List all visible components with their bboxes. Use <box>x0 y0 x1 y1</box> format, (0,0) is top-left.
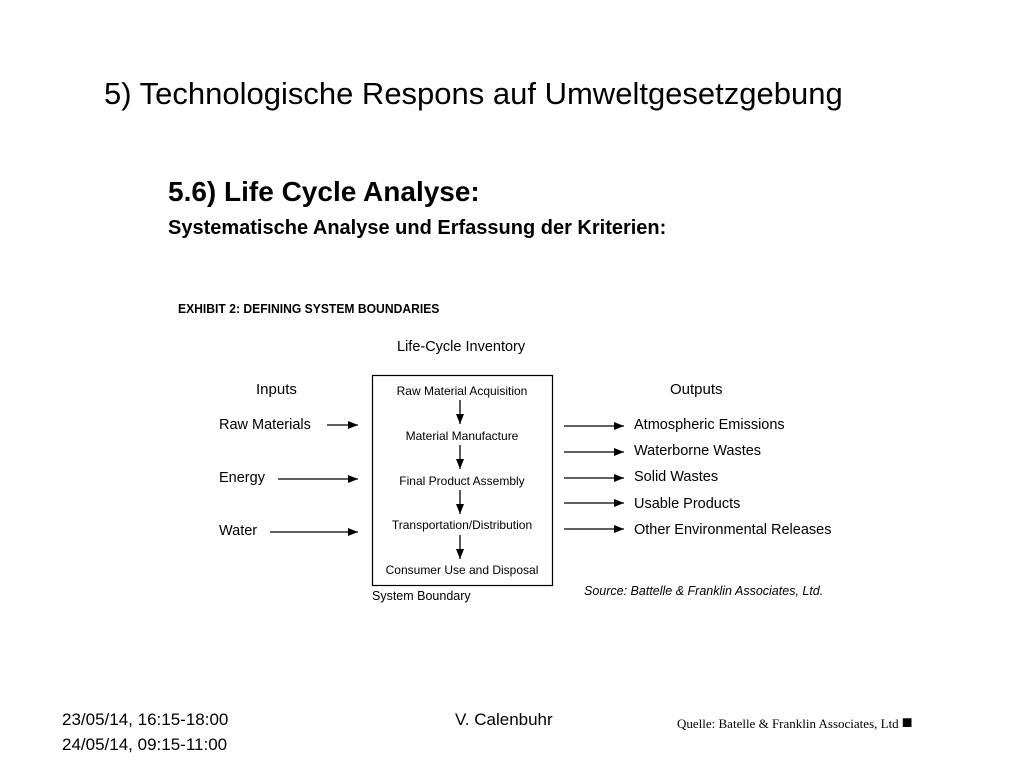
input-raw-materials: Raw Materials <box>219 417 311 433</box>
input-energy: Energy <box>219 470 265 486</box>
output-other-releases: Other Environmental Releases <box>634 522 832 538</box>
stage-transportation-distribution: Transportation/Distribution <box>391 518 533 532</box>
section-title: 5.6) Life Cycle Analyse: <box>168 176 480 207</box>
slide-title: 5) Technologische Respons auf Umweltgesetzgebung <box>104 76 843 111</box>
inventory-label: Life-Cycle Inventory <box>397 339 526 355</box>
stage-material-manufacture: Material Manufacture <box>405 429 519 443</box>
footer-date-1: 23/05/14, 16:15-18:00 <box>62 710 229 729</box>
outputs-heading: Outputs <box>670 381 723 398</box>
exhibit-caption: EXHIBIT 2: DEFINING SYSTEM BOUNDARIES <box>178 302 440 316</box>
boundary-label: System Boundary <box>372 589 471 603</box>
bullet-dot: ■ <box>901 712 913 732</box>
source-note: Source: Battelle & Franklin Associates, Ltd. <box>584 584 824 598</box>
output-waterborne-wastes: Waterborne Wastes <box>634 443 762 459</box>
stage-raw-material-acquisition: Raw Material Acquisition <box>396 384 528 398</box>
footer-author: V. Calenbuhr <box>455 710 553 729</box>
quelle-text: Quelle: Batelle & Franklin Associates, Ltd <box>677 716 899 731</box>
stage-consumer-use-disposal: Consumer Use and Disposal <box>385 563 539 577</box>
footer-quelle <box>677 712 913 733</box>
section-subtitle: Systematische Analyse und Erfassung der Kriterien: <box>168 217 667 239</box>
footer-date-2: 24/05/14, 09:15-11:00 <box>62 735 228 754</box>
output-usable-products: Usable Products <box>634 496 741 512</box>
inputs-heading: Inputs <box>256 381 297 398</box>
output-atmospheric-emissions: Atmospheric Emissions <box>634 417 785 433</box>
output-solid-wastes: Solid Wastes <box>634 469 719 485</box>
input-water: Water <box>219 523 258 539</box>
stage-final-product-assembly: Final Product Assembly <box>399 474 525 488</box>
